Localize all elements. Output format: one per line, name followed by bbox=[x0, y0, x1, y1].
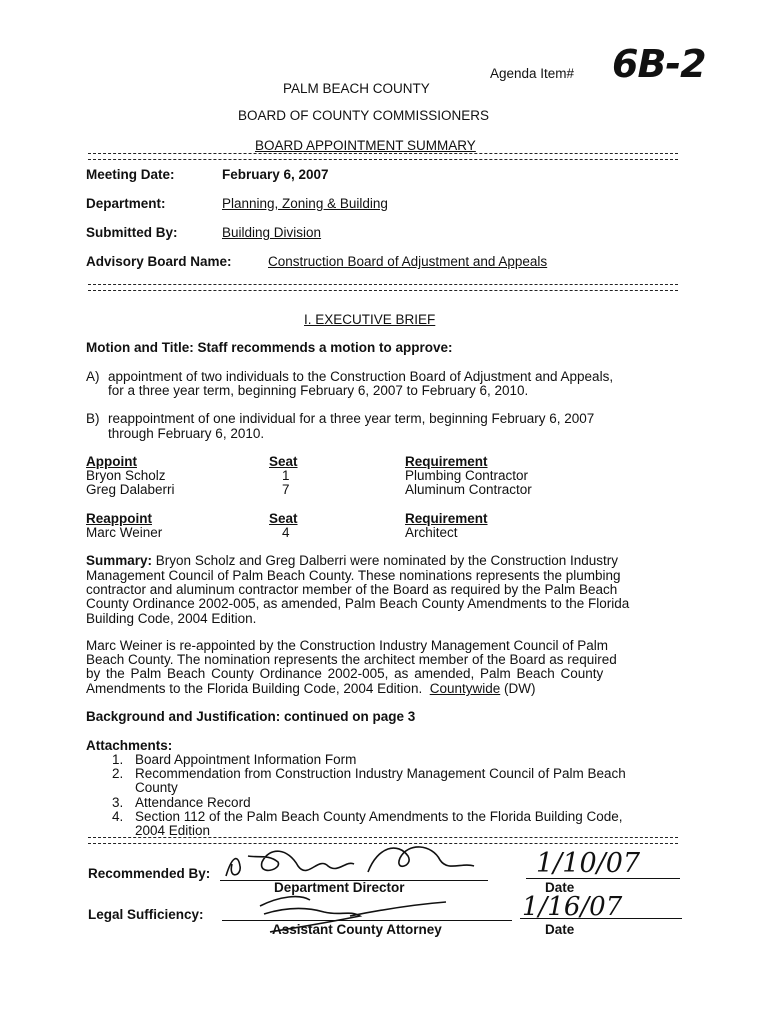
item-a-line: for a three year term, beginning February 6, 2007 to February 6, 2010. bbox=[108, 383, 529, 398]
section-title: I. EXECUTIVE BRIEF bbox=[304, 312, 436, 327]
appointee-name: Greg Dalaberri bbox=[86, 482, 175, 497]
appoint-requirement-header: Requirement bbox=[405, 454, 488, 469]
county-name: PALM BEACH COUNTY bbox=[283, 81, 430, 96]
summary-line: Building Code, 2004 Edition. bbox=[86, 611, 257, 626]
submitted-by-value: Building Division bbox=[222, 225, 322, 240]
summary2-text: (DW) bbox=[500, 681, 536, 696]
appointee-name: Bryon Scholz bbox=[86, 468, 166, 483]
department-label: Department: bbox=[86, 196, 166, 211]
agenda-item-number: 6B-2 bbox=[612, 42, 706, 86]
reappointee-seat: 4 bbox=[282, 525, 290, 540]
summary2-text: Amendments to the Florida Building Code, 2004 Edition. bbox=[86, 681, 430, 696]
advisory-board-value: Construction Board of Adjustment and Appeals bbox=[268, 254, 548, 269]
attachment-item: Recommendation from Construction Industry Management Council of Palm Beach bbox=[135, 766, 626, 781]
recommended-by-label: Recommended By: bbox=[88, 866, 211, 881]
separator-line bbox=[88, 284, 678, 291]
summary2-line: Beach County. The nomination represents the architect member of the Board as required bbox=[86, 652, 617, 667]
appointee-seat: 7 bbox=[282, 482, 290, 497]
attorney-signature bbox=[250, 886, 450, 936]
reappoint-seat-header: Seat bbox=[269, 511, 298, 526]
separator-line bbox=[88, 153, 678, 160]
appointee-requirement: Plumbing Contractor bbox=[405, 468, 529, 483]
summary-title: BOARD APPOINTMENT SUMMARY bbox=[255, 138, 476, 153]
summary-line bbox=[86, 553, 618, 568]
item-b-line: through February 6, 2010. bbox=[108, 426, 265, 441]
summary2-line bbox=[86, 681, 535, 696]
meeting-date-label: Meeting Date: bbox=[86, 167, 175, 182]
reappoint-header: Reappoint bbox=[86, 511, 152, 526]
summary2-line: by the Palm Beach County Ordinance 2002-005, as amended, Palm Beach County bbox=[86, 666, 604, 681]
legal-sufficiency-label: Legal Sufficiency: bbox=[88, 907, 204, 922]
handwritten-date: 1/10/07 bbox=[536, 848, 641, 879]
attachment-item: Section 112 of the Palm Beach County Amendments to the Florida Building Code, bbox=[135, 809, 623, 824]
summary-text: Bryon Scholz and Greg Dalberri were nominated by the Construction Industry bbox=[155, 553, 619, 568]
item-b-line: reappointment of one individual for a three year term, beginning February 6, 2007 bbox=[108, 411, 595, 426]
reappointee-name: Marc Weiner bbox=[86, 525, 163, 540]
attachment-number: 3. bbox=[112, 795, 124, 810]
date-label: Date bbox=[545, 922, 575, 937]
countywide-text: Countywide bbox=[429, 681, 501, 696]
advisory-board-label: Advisory Board Name: bbox=[86, 254, 232, 269]
meeting-date-value: February 6, 2007 bbox=[222, 167, 329, 182]
summary-line: contractor and aluminum contractor member of the Board as required by the Palm Beach bbox=[86, 582, 618, 597]
attachment-item: Attendance Record bbox=[135, 795, 251, 810]
handwritten-date: 1/16/07 bbox=[522, 892, 623, 922]
attachment-number: 4. bbox=[112, 809, 124, 824]
item-a-letter: A) bbox=[86, 369, 100, 384]
item-b-letter: B) bbox=[86, 411, 100, 426]
attachment-number: 1. bbox=[112, 752, 124, 767]
agenda-item-label: Agenda Item# bbox=[490, 66, 575, 81]
attachment-item: 2004 Edition bbox=[135, 823, 211, 838]
reappoint-requirement-header: Requirement bbox=[405, 511, 488, 526]
county-attorney-label: Assistant County Attorney bbox=[272, 922, 442, 937]
submitted-by-label: Submitted By: bbox=[86, 225, 178, 240]
board-name: BOARD OF COUNTY COMMISSIONERS bbox=[238, 108, 490, 123]
department-value: Planning, Zoning & Building bbox=[222, 196, 388, 211]
attachments-label: Attachments: bbox=[86, 738, 173, 753]
summary-line: County Ordinance 2002-005, as amended, Palm Beach County Amendments to the Florida bbox=[86, 596, 630, 611]
motion-title: Motion and Title: Staff recommends a motion to approve: bbox=[86, 340, 453, 355]
appointee-requirement: Aluminum Contractor bbox=[405, 482, 532, 497]
appoint-header: Appoint bbox=[86, 454, 137, 469]
reappointee-requirement: Architect bbox=[405, 525, 458, 540]
appointee-seat: 1 bbox=[282, 468, 290, 483]
attachment-item: County bbox=[135, 780, 178, 795]
director-signature bbox=[218, 836, 488, 886]
item-a-line: appointment of two individuals to the Construction Board of Adjustment and Appeals, bbox=[108, 369, 614, 384]
summary2-line: Marc Weiner is re-appointed by the Construction Industry Management Council of Palm bbox=[86, 638, 608, 653]
background-justification: Background and Justification: continued on page 3 bbox=[86, 709, 416, 724]
department-director-label: Department Director bbox=[274, 880, 405, 895]
attachment-item: Board Appointment Information Form bbox=[135, 752, 357, 767]
summary-line: Management Council of Palm Beach County. These nominations represents the plumbing bbox=[86, 568, 621, 583]
attachment-number: 2. bbox=[112, 766, 124, 781]
summary-label: Summary: bbox=[86, 553, 153, 568]
appoint-seat-header: Seat bbox=[269, 454, 298, 469]
date-label: Date bbox=[545, 880, 575, 895]
